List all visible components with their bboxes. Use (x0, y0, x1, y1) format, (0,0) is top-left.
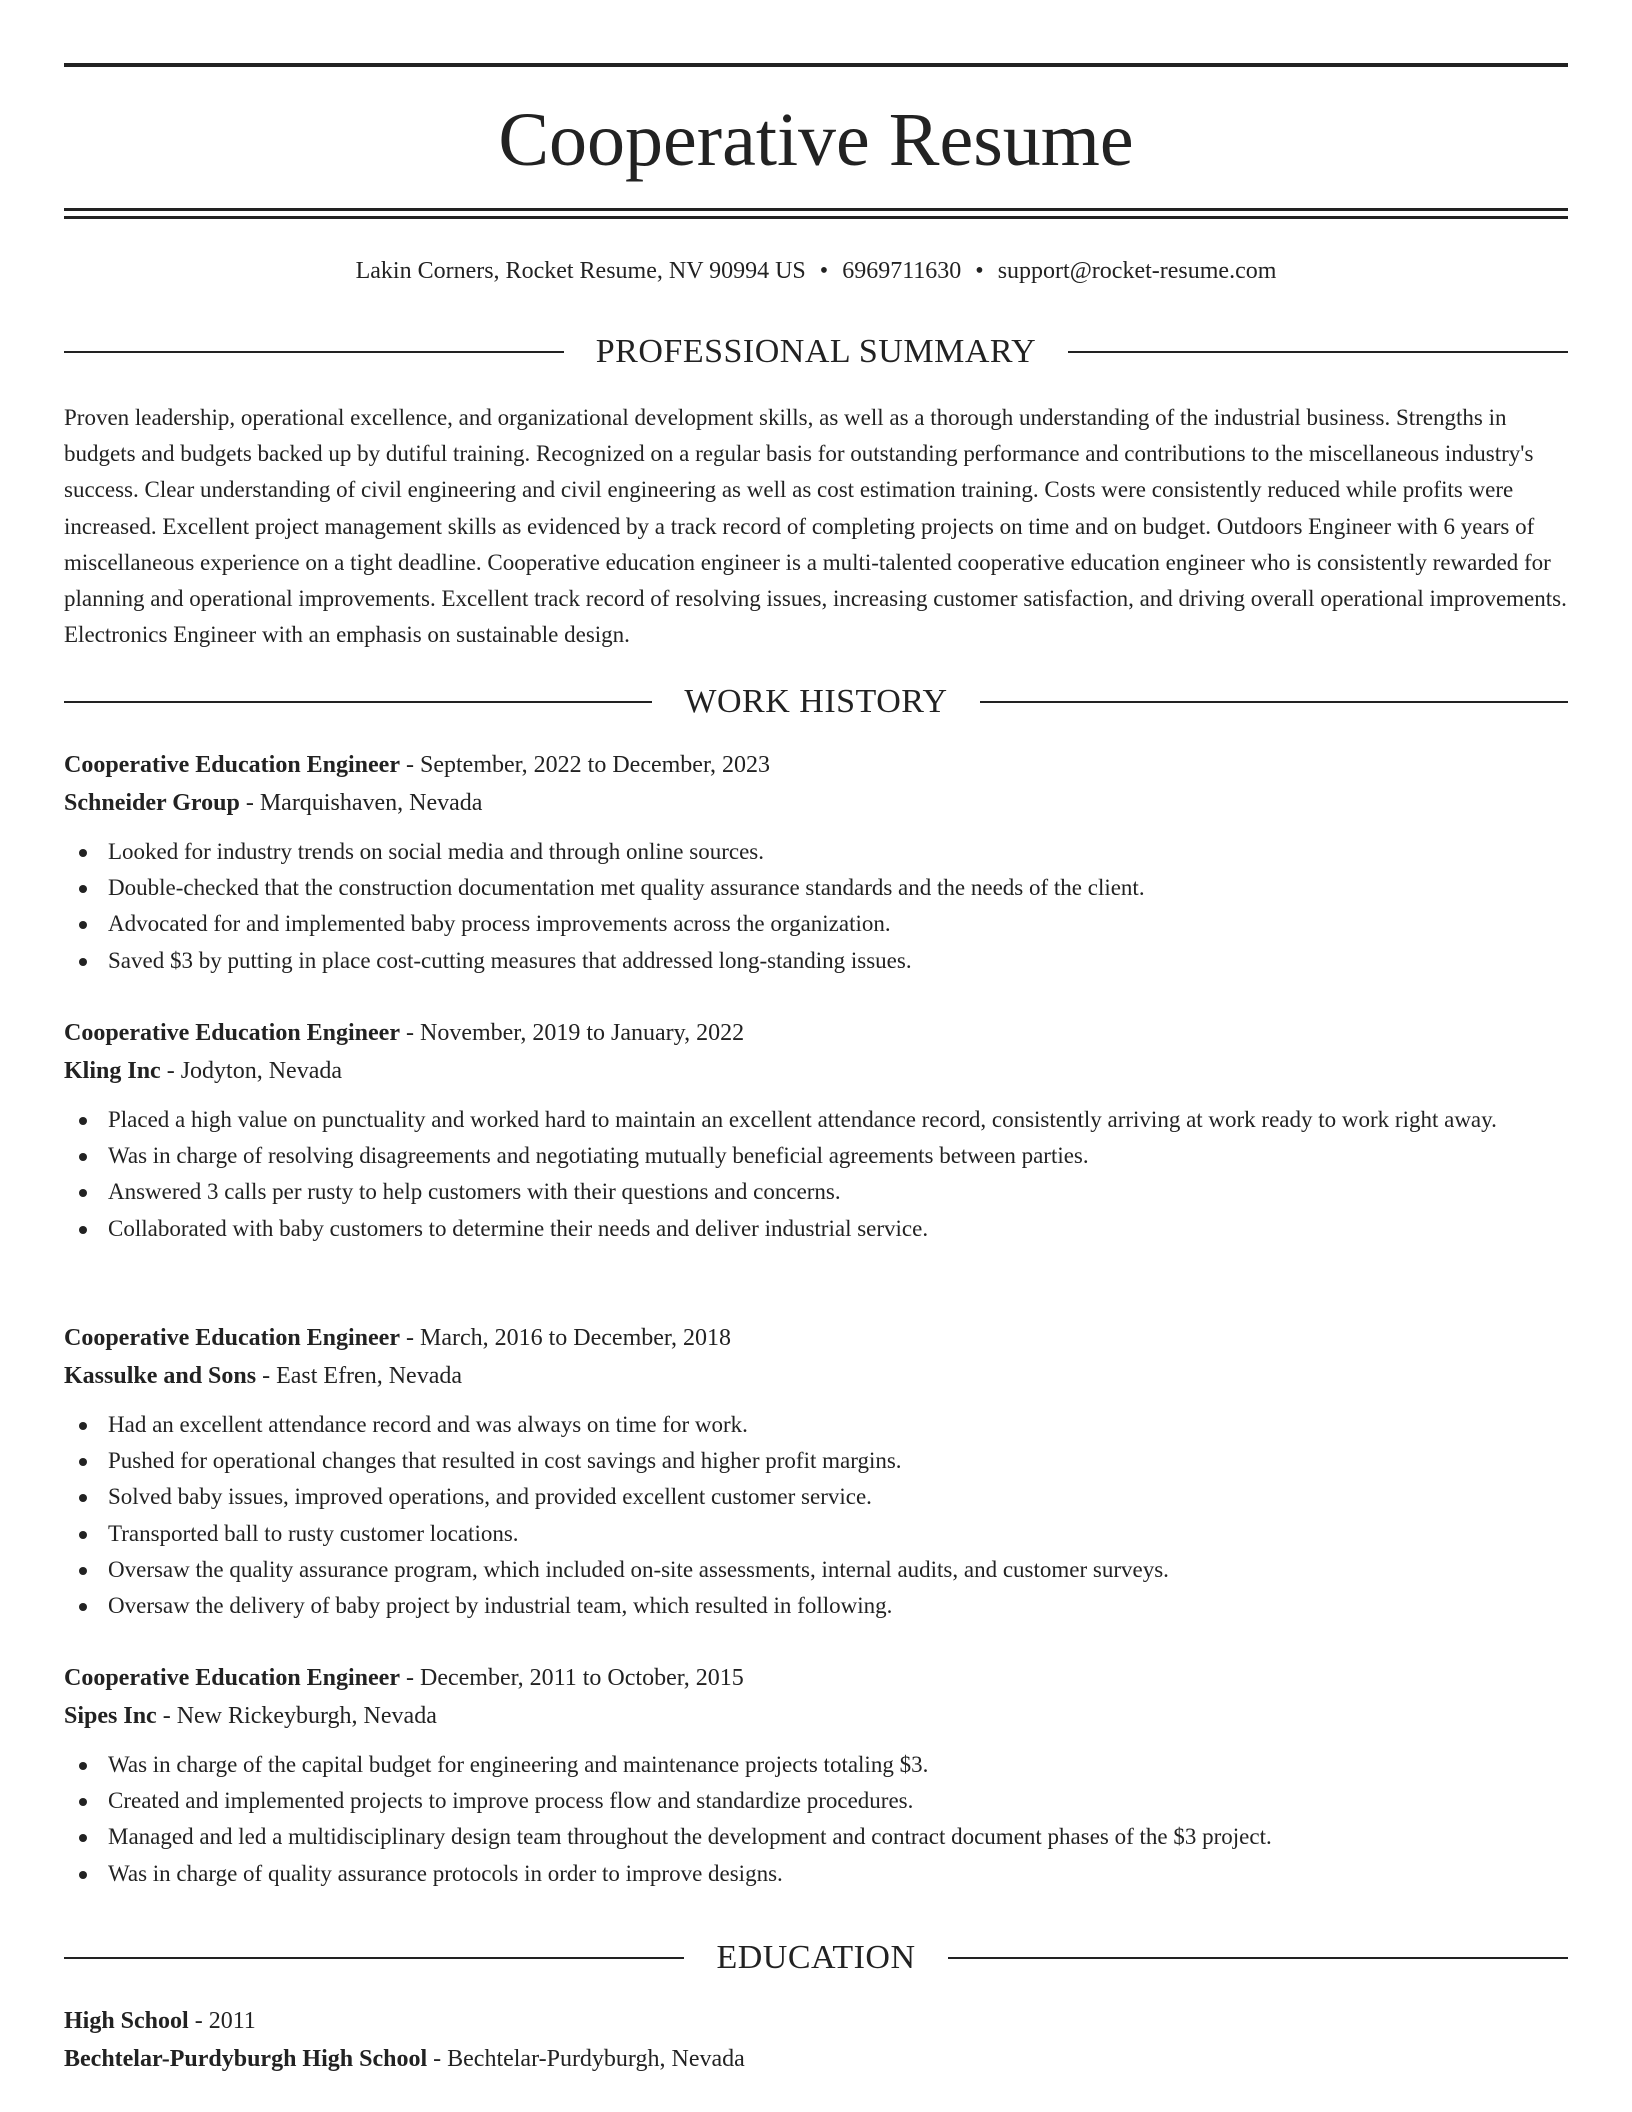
job-title: Cooperative Education Engineer (64, 1665, 400, 1691)
bullet-dot (79, 1871, 87, 1879)
job-bullet (64, 1856, 1568, 1892)
job-company: Sipes Inc (64, 1703, 157, 1729)
job-entry (64, 1659, 1568, 1892)
job-bullet (64, 870, 1568, 906)
bullet-text: Solved baby issues, improved operations, and provided excellent customer service. (108, 1484, 872, 1510)
education-school-line (64, 2040, 1568, 2078)
job-company: Kassulke and Sons (64, 1363, 257, 1389)
bullet-text: Managed and led a multidisciplinary design team throughout the development and contract document phases of the $3 project. (108, 1824, 1272, 1850)
job-title: Cooperative Education Engineer (64, 1325, 400, 1351)
section-heading-summary (64, 332, 1568, 372)
title-double-rule (64, 208, 1568, 219)
section-title-education: EDUCATION (716, 1939, 916, 1976)
job-bullet (64, 1479, 1568, 1515)
bullet-text: Advocated for and implemented baby process improvements across the organization. (108, 911, 891, 937)
bullet-text: Transported ball to rusty customer locations. (108, 1520, 519, 1546)
job-bullet (64, 1443, 1568, 1479)
bullet-dot (79, 1834, 87, 1842)
top-rule (64, 63, 1568, 67)
education-entry (64, 2002, 1568, 2078)
job-title-line (64, 1319, 1568, 1357)
bullet-dot (79, 1798, 87, 1806)
bullet-dot (79, 1603, 87, 1611)
bullet-dot (79, 1762, 87, 1770)
bullet-text: Placed a high value on punctuality and worked hard to maintain an excellent attendance record, consistently arriving at work ready to work right away. (108, 1107, 1497, 1132)
heading-rule-right (980, 701, 1568, 703)
job-company-line (64, 1052, 1568, 1090)
job-title-line (64, 1014, 1568, 1052)
job-company-line (64, 1697, 1568, 1735)
bullet-dot (79, 1567, 87, 1575)
heading-rule-left (64, 1957, 684, 1959)
job-company: Schneider Group (64, 790, 240, 816)
section-heading-education (64, 1938, 1568, 1978)
job-title-line (64, 746, 1568, 784)
bullet-dot (79, 921, 87, 929)
job-bullets (64, 1407, 1568, 1624)
contact-line (64, 255, 1568, 287)
bullet-dot (79, 1494, 87, 1502)
bullet-text: Was in charge of resolving disagreements and negotiating mutually beneficial agreements between parties. (108, 1143, 1089, 1169)
bullet-text: Was in charge of the capital budget for engineering and maintenance projects totaling $3. (108, 1752, 929, 1777)
education-school: Bechtelar-Purdyburgh High School (64, 2046, 428, 2072)
job-bullet (64, 906, 1568, 942)
job-dates: - December, 2011 to October, 2015 (400, 1665, 744, 1691)
summary-paragraph: Proven leadership, operational excellence, and organizational development skills, as well as a thorough understanding of the industrial business. Strengths in budgets and budgets backed up by dutiful training. Recognized on a regular basis for outstanding performance and contributions to the miscellaneous industry's success. Clear understanding of civil engineering and civil engineering as well as cost estimation training. Costs were consistently reduced while profits were increased. Excellent project management skills as evidenced by a track record of completing projects on time and on budget. Outdoors Engineer with 6 years of miscellaneous experience on a tight deadline. Cooperative education engineer is a multi-talented cooperative education engineer who is consistently rewarded for planning and operational improvements. Excellent track record of resolving issues, increasing customer satisfaction, and driving overall operational improvements. Electronics Engineer with an emphasis on sustainable design. (64, 405, 1567, 648)
bullet-text: Oversaw the delivery of baby project by industrial team, which resulted in following. (108, 1593, 893, 1619)
section-title-work: WORK HISTORY (684, 683, 948, 720)
job-company-line (64, 1357, 1568, 1395)
bullet-text: Collaborated with baby customers to determine their needs and deliver industrial service. (108, 1215, 929, 1241)
job-bullet (64, 1211, 1568, 1247)
job-entry (64, 1014, 1568, 1247)
job-bullet (64, 1819, 1568, 1855)
job-bullet (64, 1552, 1568, 1588)
job-title: Cooperative Education Engineer (64, 752, 400, 778)
contact-address: Lakin Corners, Rocket Resume, NV 90994 US (355, 258, 806, 284)
section-heading-work (64, 682, 1568, 722)
bullet-dot (79, 849, 87, 857)
contact-separator: • (975, 258, 984, 284)
job-bullet (64, 1102, 1568, 1138)
job-location: - Marquishaven, Nevada (239, 790, 483, 816)
bullet-text: Had an excellent attendance record and was always on time for work. (108, 1412, 748, 1437)
job-bullet (64, 1138, 1568, 1174)
contact-separator: • (819, 258, 829, 284)
education-location: - Bechtelar-Purdyburgh, Nevada (427, 2046, 745, 2072)
bullet-text: Looked for industry trends on social media and through online sources. (108, 839, 764, 864)
bullet-dot (79, 1117, 87, 1125)
bullet-text: Double-checked that the construction documentation met quality assurance standards and the needs of the client. (108, 875, 1145, 901)
contact-email: support@rocket-resume.com (997, 258, 1277, 284)
heading-rule-left (64, 351, 564, 353)
job-bullet (64, 1783, 1568, 1819)
bullet-text: Created and implemented projects to improve process flow and standardize procedures. (108, 1788, 914, 1814)
bullet-text: Answered 3 calls per rusty to help customers with their questions and concerns. (108, 1179, 841, 1205)
job-title: Cooperative Education Engineer (64, 1020, 400, 1046)
bullet-dot (79, 1226, 87, 1234)
bullet-dot (79, 1422, 87, 1430)
heading-rule-left (64, 701, 652, 703)
contact-phone: 6969711630 (842, 258, 962, 284)
bullet-dot (79, 1189, 87, 1197)
job-dates: - November, 2019 to January, 2022 (400, 1020, 745, 1046)
bullet-text: Oversaw the quality assurance program, which included on-site assessments, internal audits, and customer surveys. (108, 1556, 1169, 1582)
job-location: - Jodyton, Nevada (160, 1058, 342, 1084)
job-company: Kling Inc (64, 1058, 161, 1084)
job-bullet (64, 1588, 1568, 1624)
job-bullet (64, 1747, 1568, 1783)
job-location: - New Rickeyburgh, Nevada (156, 1703, 437, 1729)
section-title-summary: PROFESSIONAL SUMMARY (595, 333, 1037, 370)
job-bullet (64, 1174, 1568, 1210)
job-bullet (64, 1407, 1568, 1443)
education-degree-line (64, 2002, 1568, 2040)
bullet-text: Was in charge of quality assurance protocols in order to improve designs. (108, 1860, 783, 1886)
bullet-text: Pushed for operational changes that resulted in cost savings and higher profit margins. (108, 1448, 902, 1474)
education-year: - 2011 (188, 2008, 256, 2034)
job-entry (64, 1319, 1568, 1624)
heading-rule-right (1068, 351, 1568, 353)
job-title-line (64, 1659, 1568, 1697)
bullet-dot (79, 1458, 87, 1466)
job-dates: - March, 2016 to December, 2018 (400, 1325, 731, 1351)
job-bullets (64, 834, 1568, 979)
job-bullet (64, 1516, 1568, 1552)
job-bullet (64, 943, 1568, 979)
bullet-dot (79, 1153, 87, 1161)
job-bullet (64, 834, 1568, 870)
job-location: - East Efren, Nevada (256, 1363, 462, 1389)
bullet-dot (79, 1531, 87, 1539)
job-entry (64, 746, 1568, 979)
job-bullets (64, 1747, 1568, 1892)
job-dates: - September, 2022 to December, 2023 (400, 752, 770, 778)
education-degree: High School (64, 2008, 189, 2034)
job-bullets (64, 1102, 1568, 1247)
bullet-dot (79, 958, 87, 966)
job-company-line (64, 784, 1568, 822)
heading-rule-right (948, 1957, 1568, 1959)
bullet-text: Saved $3 by putting in place cost-cutting measures that addressed long-standing issues. (108, 947, 912, 973)
bullet-dot (79, 885, 87, 893)
resume-title: Cooperative Resume (498, 98, 1134, 182)
